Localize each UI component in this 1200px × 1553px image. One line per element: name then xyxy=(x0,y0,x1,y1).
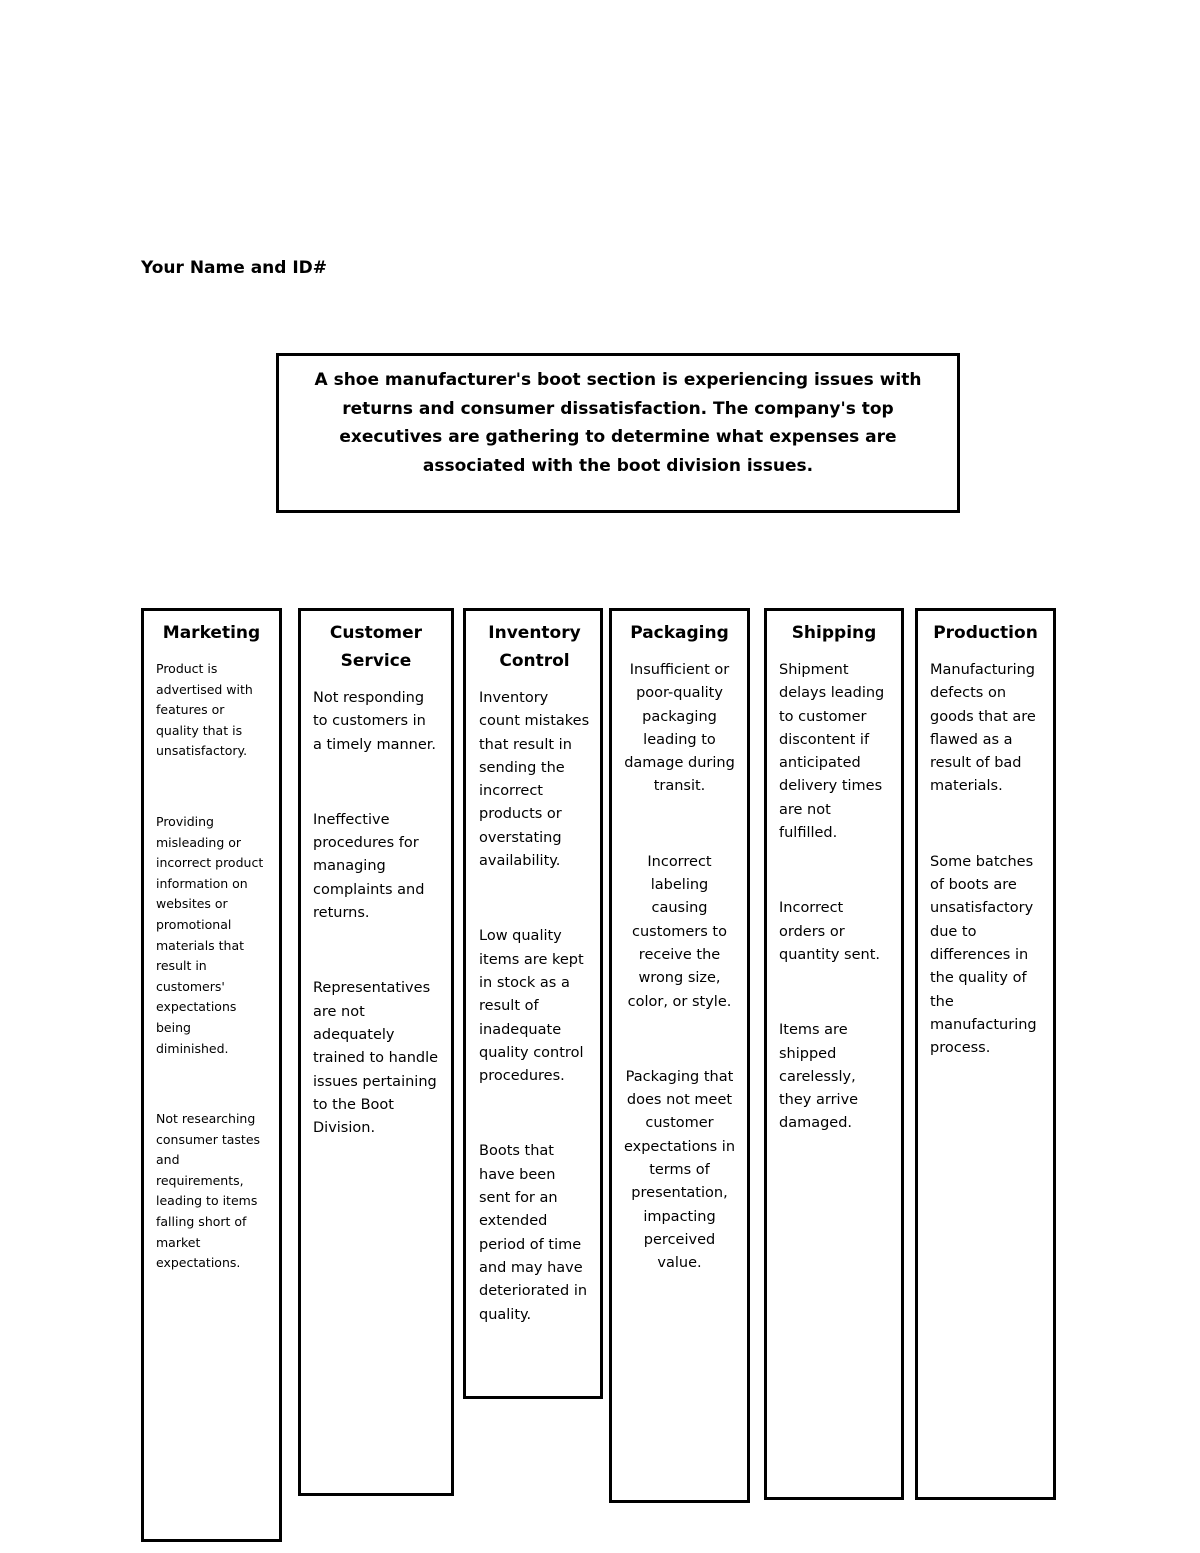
problem-statement-text: A shoe manufacturer's boot section is experiencing issues with returns and consumer dissatisfaction. The company's top executives are gathering to determine what expenses are associated with the boot division issues. xyxy=(314,370,922,476)
category-item: Inventory count mistakes that result in sending the incorrect products or overstating availability. xyxy=(479,690,590,870)
category-item: Manufacturing defects on goods that are flawed as a result of bad materials. xyxy=(930,662,1036,795)
category-marketing xyxy=(141,608,282,1542)
problem-statement-box xyxy=(276,353,960,513)
category-item: Some batches of boots are unsatisfactory due to differences in the quality of the manufacturing process. xyxy=(930,853,1037,1057)
name-id-label: Your Name and ID# xyxy=(141,258,328,278)
category-item: Boots that have been sent for an extended period of time and may have deteriorated in quality. xyxy=(479,1143,588,1323)
category-title: Marketing xyxy=(162,623,261,643)
category-title: Production xyxy=(933,623,1038,643)
category-title: Inventory Control xyxy=(488,623,581,671)
category-item: Not responding to customers in a timely manner. xyxy=(313,690,437,753)
category-inventory-control xyxy=(463,608,603,1399)
category-item: Product is advertised with features or quality that is unsatisfactory. xyxy=(156,661,253,759)
category-title: Shipping xyxy=(791,623,877,643)
category-title: Packaging xyxy=(630,623,729,643)
category-item: Incorrect orders or quantity sent. xyxy=(779,900,881,963)
category-item: Items are shipped carelessly, they arrive damaged. xyxy=(779,1022,859,1132)
category-item: Representatives are not adequately trained to handle issues pertaining to the Boot Division. xyxy=(313,980,439,1137)
category-packaging xyxy=(609,608,750,1503)
category-item: Incorrect labeling causing customers to receive the wrong size, color, or style. xyxy=(627,853,732,1010)
category-item: Insufficient or poor-quality packaging leading to damage during transit. xyxy=(624,662,735,795)
category-item: Providing misleading or incorrect product information on websites or promotional materials that result in customers' expectations being diminished. xyxy=(156,813,264,1056)
category-item: Not researching consumer tastes and requirements, leading to items falling short of market expectations. xyxy=(156,1111,261,1271)
category-item: Low quality items are kept in stock as a result of inadequate quality control procedures. xyxy=(479,928,584,1085)
category-production xyxy=(915,608,1056,1500)
category-shipping xyxy=(764,608,904,1500)
category-item: Ineffective procedures for managing complaints and returns. xyxy=(313,811,425,922)
category-title: Customer Service xyxy=(329,623,423,671)
category-item: Packaging that does not meet customer expectations in terms of presentation, impacting perceived value. xyxy=(623,1068,736,1272)
category-customer-service xyxy=(298,608,454,1496)
category-item: Shipment delays leading to customer discontent if anticipated delivery times are not fulfilled. xyxy=(779,662,885,842)
